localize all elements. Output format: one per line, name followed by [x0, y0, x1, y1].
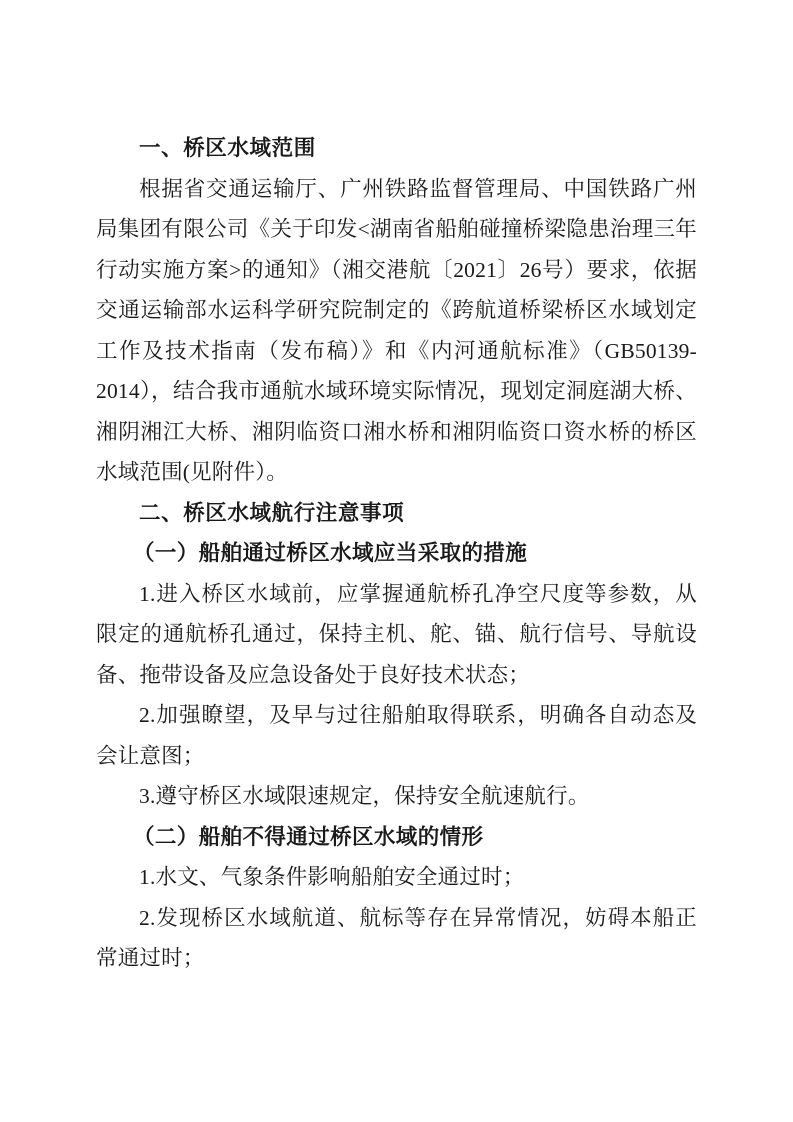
paragraph-item-2-2: 2.发现桥区水域航道、航标等存在异常情况，妨碍本船正常通过时； — [96, 905, 697, 970]
paragraph-item-2-1: 1.水文、气象条件影响船舶安全通过时； — [139, 865, 525, 889]
document-body — [96, 128, 697, 979]
subsection-heading-one: （一）船舶通过桥区水域应当采取的措施 — [133, 541, 528, 565]
paragraph-item-1-1: 1.进入桥区水域前，应掌握通航桥孔净空尺度等参数，从限定的通航桥孔通过，保持主机、舵、锚、航行信号、导航设备、拖带设备及应急设备处于良好技术状态； — [96, 581, 697, 687]
section-heading-one: 一、桥区水域范围 — [139, 136, 316, 160]
paragraph-item-1-2: 2.加强瞭望，及早与过往船舶取得联系，明确各自动态及会让意图； — [96, 703, 697, 768]
subsection-heading-two: （二）船舶不得通过桥区水域的情形 — [133, 824, 484, 849]
paragraph-scope: 根据省交通运输厅、广州铁路监督管理局、中国铁路广州局集团有限公司《关于印发<湖南省船舶碰撞桥梁隐患治理三年行动实施方案>的通知》（湘交港航〔2021〕26号）要求，依据交通运输部水运科学研究院制定的《跨航道桥梁桥区水域划定工作及技术指南（发布稿）》和《内河通航标准》（GB50139-2014），结合我市通航水域环境实际情况，现划定洞庭湖大桥、湘阴湘江大桥、湘阴临资口湘水桥和湘阴临资口资水桥的桥区水域范围(见附件）。 — [96, 176, 697, 484]
paragraph-item-1-3: 3.遵守桥区水域限速规定，保持安全航速航行。 — [139, 784, 590, 808]
section-heading-two: 二、桥区水域航行注意事项 — [139, 500, 405, 525]
